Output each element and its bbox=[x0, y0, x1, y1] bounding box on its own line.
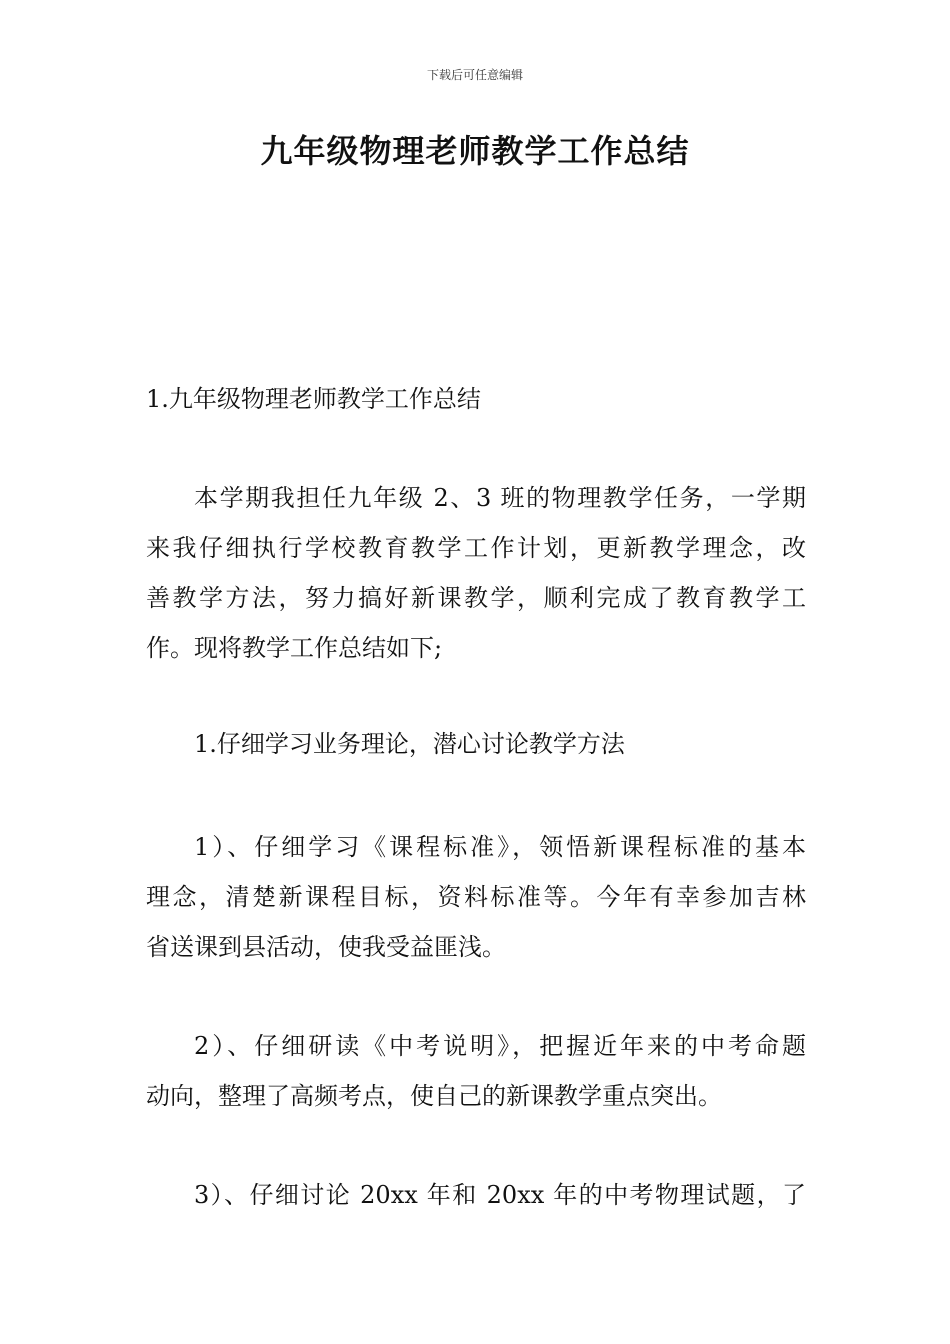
section-heading: 1.九年级物理老师教学工作总结 bbox=[146, 385, 481, 413]
subsection-heading: 1.仔细学习业务理论，潜心讨论教学方法 bbox=[194, 730, 625, 758]
paragraph-line: 2）、仔细研读《中考说明》，把握近年来的中考命题 bbox=[194, 1032, 806, 1060]
paragraph-line: 来我仔细执行学校教育教学工作计划，更新教学理念，改 bbox=[146, 534, 806, 562]
paragraph-line: 动向，整理了高频考点，使自己的新课教学重点突出。 bbox=[146, 1082, 722, 1110]
paragraph-line: 理念，清楚新课程目标，资料标准等。今年有幸参加吉林 bbox=[146, 883, 806, 911]
paragraph-line: 本学期我担任九年级 2、3 班的物理教学任务，一学期 bbox=[194, 484, 806, 512]
paragraph-line: 省送课到县活动，使我受益匪浅。 bbox=[146, 933, 506, 961]
paragraph-line: 作。现将教学工作总结如下; bbox=[146, 634, 443, 662]
paragraph-line: 1）、仔细学习《课程标准》，领悟新课程标准的基本 bbox=[194, 833, 806, 861]
paragraph-line: 善教学方法，努力搞好新课教学，顺利完成了教育教学工 bbox=[146, 584, 806, 612]
document-title: 九年级物理老师教学工作总结 bbox=[260, 132, 690, 170]
paragraph-line: 3）、仔细讨论 20xx 年和 20xx 年的中考物理试题，了 bbox=[194, 1181, 806, 1209]
header-note: 下载后可任意编辑 bbox=[426, 68, 523, 82]
